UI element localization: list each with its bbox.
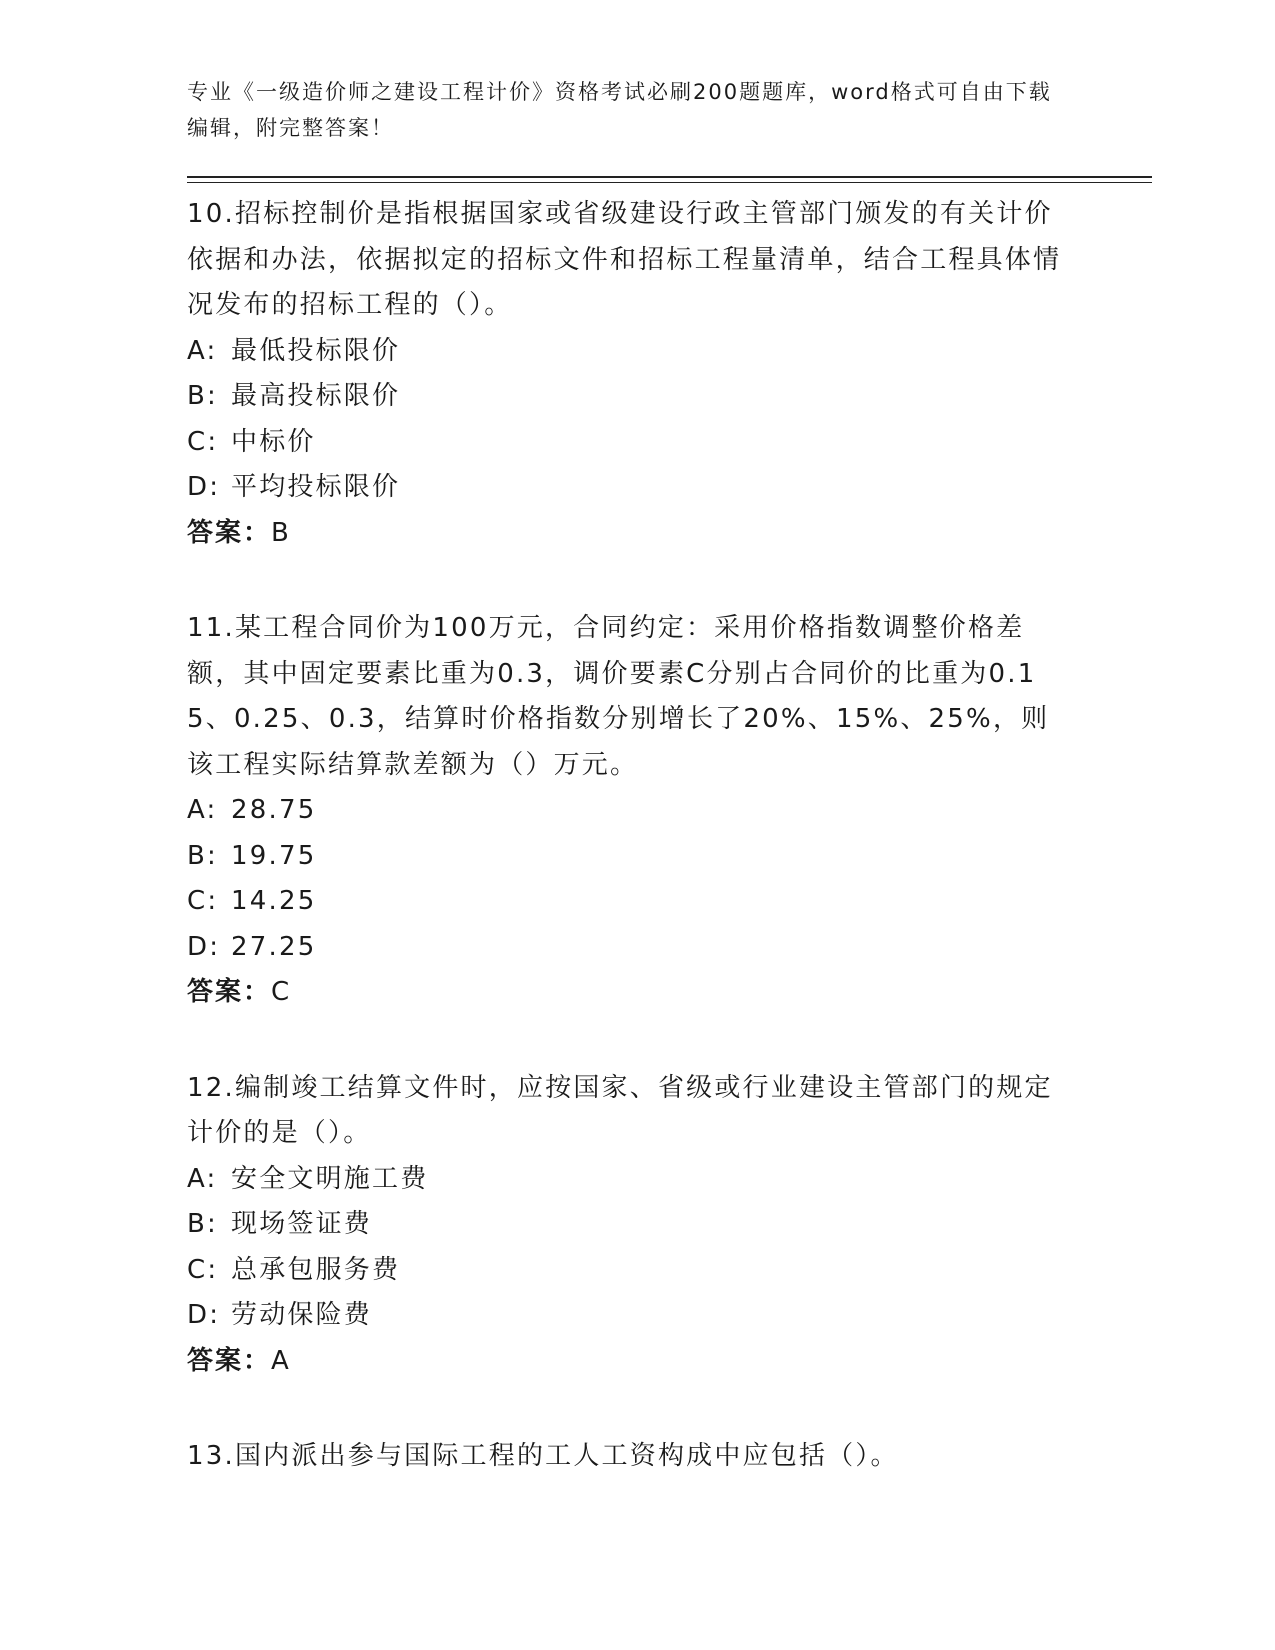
option-d — [187, 925, 1077, 971]
option-key: B: — [187, 840, 218, 871]
option-text: 安全文明施工费 — [231, 1163, 429, 1194]
option-text: 中标价 — [231, 426, 316, 457]
option-b — [187, 1202, 1077, 1248]
option-key: D: — [187, 1300, 221, 1330]
option-key: C: — [187, 1254, 219, 1285]
option-text: 总承包服务费 — [231, 1254, 401, 1285]
option-key: A: — [187, 335, 218, 366]
option-text: 劳动保险费 — [231, 1300, 373, 1330]
question-10 — [187, 192, 1077, 556]
option-key: B: — [187, 381, 218, 411]
option-a — [187, 1157, 1077, 1203]
option-text: 最低投标限价 — [231, 335, 401, 366]
question-list — [187, 192, 1077, 1530]
option-text: 最高投标限价 — [231, 381, 401, 411]
header-divider-bottom — [187, 182, 1152, 183]
answer-label: 答案： — [187, 517, 272, 548]
question-stem: 12.编制竣工结算文件时，应按国家、省级或行业建设主管部门的规定计价的是（）。 — [187, 1072, 1053, 1148]
question-stem: 11.某工程合同价为100万元，合同约定：采用价格指数调整价格差额，其中固定要素比重为0.3，调价要素C分别占合同价的比重为0.15、0.25、0.3，结算时价格指数分别增长了20%、15%、25%，则该工程实际结算款差额为（）万元。 — [187, 613, 1050, 780]
answer-value: A — [271, 1345, 291, 1376]
option-text: 19.75 — [231, 840, 317, 871]
question-12 — [187, 1066, 1077, 1385]
option-key: A: — [187, 795, 218, 825]
document-header: 专业《一级造价师之建设工程计价》资格考试必刷200题题库，word格式可自由下载编辑，附完整答案！ — [187, 80, 1052, 140]
option-text: 28.75 — [231, 795, 317, 825]
option-text: 14.25 — [231, 886, 317, 916]
option-c — [187, 1248, 1077, 1294]
option-a — [187, 329, 1077, 375]
option-key: D: — [187, 472, 221, 502]
option-text: 平均投标限价 — [231, 472, 401, 502]
option-key: D: — [187, 931, 221, 962]
header-divider-top — [187, 176, 1152, 178]
answer-label: 答案： — [187, 1345, 272, 1376]
option-key: B: — [187, 1209, 218, 1239]
option-text: 现场签证费 — [231, 1209, 373, 1239]
option-key: C: — [187, 886, 219, 916]
option-b — [187, 834, 1077, 880]
option-b — [187, 374, 1077, 420]
answer-value: B — [271, 517, 291, 548]
option-text: 27.25 — [231, 931, 317, 962]
option-d — [187, 1293, 1077, 1339]
question-13 — [187, 1434, 1077, 1480]
answer-value: C — [271, 977, 292, 1007]
option-d — [187, 465, 1077, 511]
answer-label: 答案： — [187, 977, 272, 1007]
question-stem: 10.招标控制价是指根据国家或省级建设行政主管部门颁发的有关计价依据和办法，依据拟定的招标文件和招标工程量清单，结合工程具体情况发布的招标工程的（）。 — [187, 199, 1062, 320]
option-c — [187, 420, 1077, 466]
answer-line — [187, 1339, 1077, 1385]
option-key: A: — [187, 1163, 218, 1194]
answer-line — [187, 970, 1077, 1016]
option-c — [187, 879, 1077, 925]
answer-line — [187, 511, 1077, 557]
question-11 — [187, 606, 1077, 1016]
question-stem: 13.国内派出参与国际工程的工人工资构成中应包括（）。 — [187, 1441, 899, 1471]
option-key: C: — [187, 426, 219, 457]
option-a — [187, 788, 1077, 834]
